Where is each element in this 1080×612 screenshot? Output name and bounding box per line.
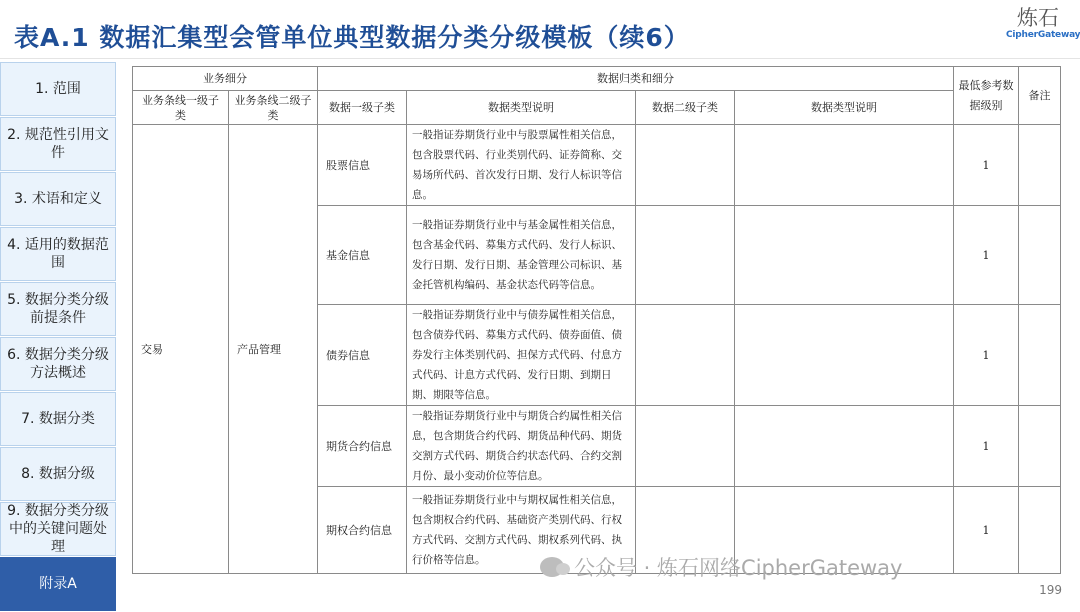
sidebar-item-terms-definitions[interactable]: 3. 术语和定义 bbox=[0, 172, 116, 226]
sidebar-item-appendix-a[interactable]: 附录A bbox=[0, 557, 116, 611]
cell-remark bbox=[1019, 305, 1061, 406]
cell-level: 1 bbox=[954, 406, 1019, 487]
cell-description-2 bbox=[735, 406, 954, 487]
cell-data-l1: 期货合约信息 bbox=[318, 406, 407, 487]
sidebar-item-key-issues[interactable]: 9. 数据分类分级中的关键问题处理 bbox=[0, 502, 116, 556]
cell-level: 1 bbox=[954, 487, 1019, 574]
cell-data-l2 bbox=[636, 206, 735, 305]
cell-description: 一般指证券期货行业中与期货合约属性相关信息，包含期货合约代码、期货品种代码、期货交割方式代码、期货合约状态代码、合约交割月份、最小变动价位等信息。 bbox=[407, 406, 636, 487]
classification-table bbox=[132, 66, 1061, 574]
sidebar-item-prerequisites[interactable]: 5. 数据分类分级前提条件 bbox=[0, 282, 116, 336]
logo-english-text: CipherGateway bbox=[1006, 30, 1080, 40]
cell-level: 1 bbox=[954, 206, 1019, 305]
cell-level: 1 bbox=[954, 305, 1019, 406]
cell-data-l1: 期权合约信息 bbox=[318, 487, 407, 574]
cell-description-2 bbox=[735, 125, 954, 206]
header-data-l2: 数据二级子类 bbox=[636, 91, 735, 125]
cell-remark bbox=[1019, 125, 1061, 206]
header-business-breakdown: 业务细分 bbox=[133, 67, 318, 91]
page-number: 199 bbox=[1039, 583, 1062, 597]
sidebar-item-data-grading[interactable]: 8. 数据分级 bbox=[0, 447, 116, 501]
cell-biz-l2: 产品管理 bbox=[229, 125, 318, 574]
cell-description: 一般指证券期货行业中与债券属性相关信息，包含债券代码、募集方式代码、债券面值、债券发行主体类别代码、担保方式代码、付息方式代码、计息方式代码、发行日期、到期日期、期限等信息。 bbox=[407, 305, 636, 406]
cell-data-l2 bbox=[636, 305, 735, 406]
table-row bbox=[133, 125, 1061, 206]
sidebar-item-normative-references[interactable]: 2. 规范性引用文件 bbox=[0, 117, 116, 171]
logo-chinese-text: 炼石 bbox=[1017, 6, 1059, 30]
cell-description: 一般指证券期货行业中与基金属性相关信息，包含基金代码、募集方式代码、发行人标识、发行日期、发行日期、基金管理公司标识、基金托管机构编码、基金状态代码等信息。 bbox=[407, 206, 636, 305]
sidebar-item-scope[interactable]: 1. 范围 bbox=[0, 62, 116, 116]
header-data-l1: 数据一级子类 bbox=[318, 91, 407, 125]
cell-description: 一般指证券期货行业中与期权属性相关信息，包含期权合约代码、基础资产类别代码、行权方式代码、交割方式代码、期权系列代码、执行价格等信息。 bbox=[407, 487, 636, 574]
cell-description-2 bbox=[735, 206, 954, 305]
cell-data-l1: 债券信息 bbox=[318, 305, 407, 406]
header-biz-l2: 业务条线二级子类 bbox=[229, 91, 318, 125]
table-subheader-row bbox=[133, 91, 1061, 125]
sidebar-item-applicable-data-scope[interactable]: 4. 适用的数据范围 bbox=[0, 227, 116, 281]
cell-data-l1: 基金信息 bbox=[318, 206, 407, 305]
cell-description: 一般指证券期货行业中与股票属性相关信息，包含股票代码、行业类别代码、证券简称、交易场所代码、首次发行日期、发行人标识等信息。 bbox=[407, 125, 636, 206]
page-title: 表A.1 数据汇集型会管单位典型数据分类分级模板（续6） bbox=[14, 23, 690, 52]
header-desc-2: 数据类型说明 bbox=[735, 91, 954, 125]
header-min-level: 最低参考数据级别 bbox=[954, 67, 1019, 125]
watermark bbox=[540, 552, 902, 582]
brand-logo bbox=[1006, 6, 1080, 41]
header-biz-l1: 业务条线一级子类 bbox=[133, 91, 229, 125]
table-header-row bbox=[133, 67, 1061, 91]
wechat-icon bbox=[540, 557, 564, 577]
cell-data-l2 bbox=[636, 125, 735, 206]
cell-description-2 bbox=[735, 305, 954, 406]
sidebar-nav bbox=[0, 62, 116, 612]
cell-data-l2 bbox=[636, 406, 735, 487]
cell-remark bbox=[1019, 406, 1061, 487]
cell-biz-l1: 交易 bbox=[133, 125, 229, 574]
cell-data-l1: 股票信息 bbox=[318, 125, 407, 206]
cell-level: 1 bbox=[954, 125, 1019, 206]
sidebar-item-data-classification[interactable]: 7. 数据分类 bbox=[0, 392, 116, 446]
header-desc-1: 数据类型说明 bbox=[407, 91, 636, 125]
cell-remark bbox=[1019, 206, 1061, 305]
header-remarks: 备注 bbox=[1019, 67, 1061, 125]
header-data-classification: 数据归类和细分 bbox=[318, 67, 954, 91]
sidebar-item-method-overview[interactable]: 6. 数据分类分级方法概述 bbox=[0, 337, 116, 391]
watermark-text: 公众号 · 炼石网络CipherGateway bbox=[574, 556, 903, 580]
title-divider bbox=[0, 58, 1080, 59]
cell-remark bbox=[1019, 487, 1061, 574]
